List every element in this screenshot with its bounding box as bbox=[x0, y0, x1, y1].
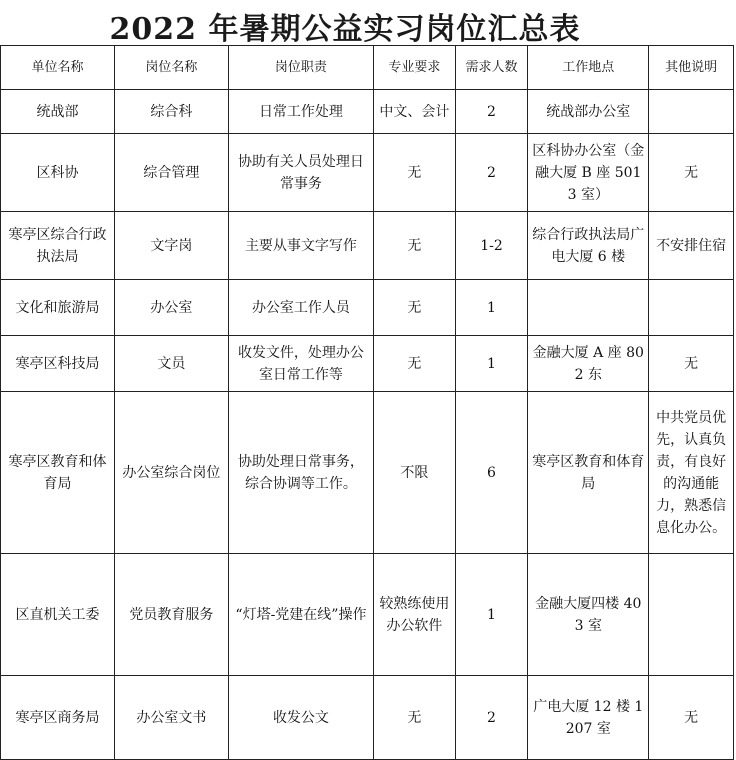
cell-post: 办公室综合岗位 bbox=[114, 392, 228, 554]
cell-major: 无 bbox=[374, 212, 456, 280]
cell-note bbox=[649, 280, 734, 336]
cell-note: 中共党员优先，认真负责，有良好的沟通能力，熟悉信息化办公。 bbox=[649, 392, 734, 554]
cell-post: 党员教育服务 bbox=[114, 554, 228, 676]
cell-duty: 日常工作处理 bbox=[228, 90, 373, 134]
table-row bbox=[1, 554, 734, 676]
cell-major: 无 bbox=[374, 336, 456, 392]
cell-post: 综合管理 bbox=[114, 134, 228, 212]
header-location: 工作地点 bbox=[528, 46, 649, 90]
cell-count: 1 bbox=[455, 336, 528, 392]
internship-table bbox=[0, 45, 734, 760]
cell-count: 1 bbox=[455, 280, 528, 336]
cell-location: 金融大厦四楼 403 室 bbox=[528, 554, 649, 676]
header-major: 专业要求 bbox=[374, 46, 456, 90]
cell-duty: 收发文件，处理办公室日常工作等 bbox=[228, 336, 373, 392]
cell-count: 1-2 bbox=[455, 212, 528, 280]
cell-major: 无 bbox=[374, 676, 456, 760]
cell-note bbox=[649, 554, 734, 676]
table-row bbox=[1, 90, 734, 134]
cell-unit: 寒亭区科技局 bbox=[1, 336, 115, 392]
cell-duty: 收发公文 bbox=[228, 676, 373, 760]
cell-duty: “灯塔-党建在线”操作 bbox=[228, 554, 373, 676]
cell-duty: 办公室工作人员 bbox=[228, 280, 373, 336]
table-row bbox=[1, 212, 734, 280]
cell-count: 2 bbox=[455, 134, 528, 212]
cell-post: 文员 bbox=[114, 336, 228, 392]
cell-count: 1 bbox=[455, 554, 528, 676]
cell-count: 6 bbox=[455, 392, 528, 554]
page-title: 2022 年暑期公益实习岗位汇总表 bbox=[109, 12, 581, 47]
cell-major: 中文、会计 bbox=[374, 90, 456, 134]
cell-note: 无 bbox=[649, 336, 734, 392]
table-row bbox=[1, 676, 734, 760]
table-row bbox=[1, 336, 734, 392]
cell-unit: 区科协 bbox=[1, 134, 115, 212]
cell-count: 2 bbox=[455, 676, 528, 760]
cell-major: 无 bbox=[374, 134, 456, 212]
cell-major: 无 bbox=[374, 280, 456, 336]
cell-major: 较熟练使用办公软件 bbox=[374, 554, 456, 676]
cell-unit: 寒亭区综合行政执法局 bbox=[1, 212, 115, 280]
cell-post: 办公室文书 bbox=[114, 676, 228, 760]
cell-post: 文字岗 bbox=[114, 212, 228, 280]
cell-duty: 主要从事文字写作 bbox=[228, 212, 373, 280]
cell-post: 综合科 bbox=[114, 90, 228, 134]
table-row bbox=[1, 280, 734, 336]
cell-location: 区科协办公室（金融大厦 B 座 5013 室） bbox=[528, 134, 649, 212]
cell-note: 不安排住宿 bbox=[649, 212, 734, 280]
cell-location bbox=[528, 280, 649, 336]
table-row bbox=[1, 134, 734, 212]
cell-unit: 寒亭区商务局 bbox=[1, 676, 115, 760]
cell-note bbox=[649, 90, 734, 134]
cell-location: 统战部办公室 bbox=[528, 90, 649, 134]
cell-unit: 寒亭区教育和体育局 bbox=[1, 392, 115, 554]
header-note: 其他说明 bbox=[649, 46, 734, 90]
header-count: 需求人数 bbox=[455, 46, 528, 90]
header-unit: 单位名称 bbox=[1, 46, 115, 90]
cell-location: 金融大厦 A 座 802 东 bbox=[528, 336, 649, 392]
cell-count: 2 bbox=[455, 90, 528, 134]
header-post: 岗位名称 bbox=[114, 46, 228, 90]
cell-major: 不限 bbox=[374, 392, 456, 554]
cell-note: 无 bbox=[649, 134, 734, 212]
cell-unit: 文化和旅游局 bbox=[1, 280, 115, 336]
cell-unit: 统战部 bbox=[1, 90, 115, 134]
cell-note: 无 bbox=[649, 676, 734, 760]
cell-duty: 协助处理日常事务，综合协调等工作。 bbox=[228, 392, 373, 554]
cell-post: 办公室 bbox=[114, 280, 228, 336]
table-header-row bbox=[1, 46, 734, 90]
cell-location: 综合行政执法局广电大厦 6 楼 bbox=[528, 212, 649, 280]
cell-location: 寒亭区教育和体育局 bbox=[528, 392, 649, 554]
cell-location: 广电大厦 12 楼 1207 室 bbox=[528, 676, 649, 760]
cell-duty: 协助有关人员处理日常事务 bbox=[228, 134, 373, 212]
header-duty: 岗位职责 bbox=[228, 46, 373, 90]
table-row bbox=[1, 392, 734, 554]
cell-unit: 区直机关工委 bbox=[1, 554, 115, 676]
